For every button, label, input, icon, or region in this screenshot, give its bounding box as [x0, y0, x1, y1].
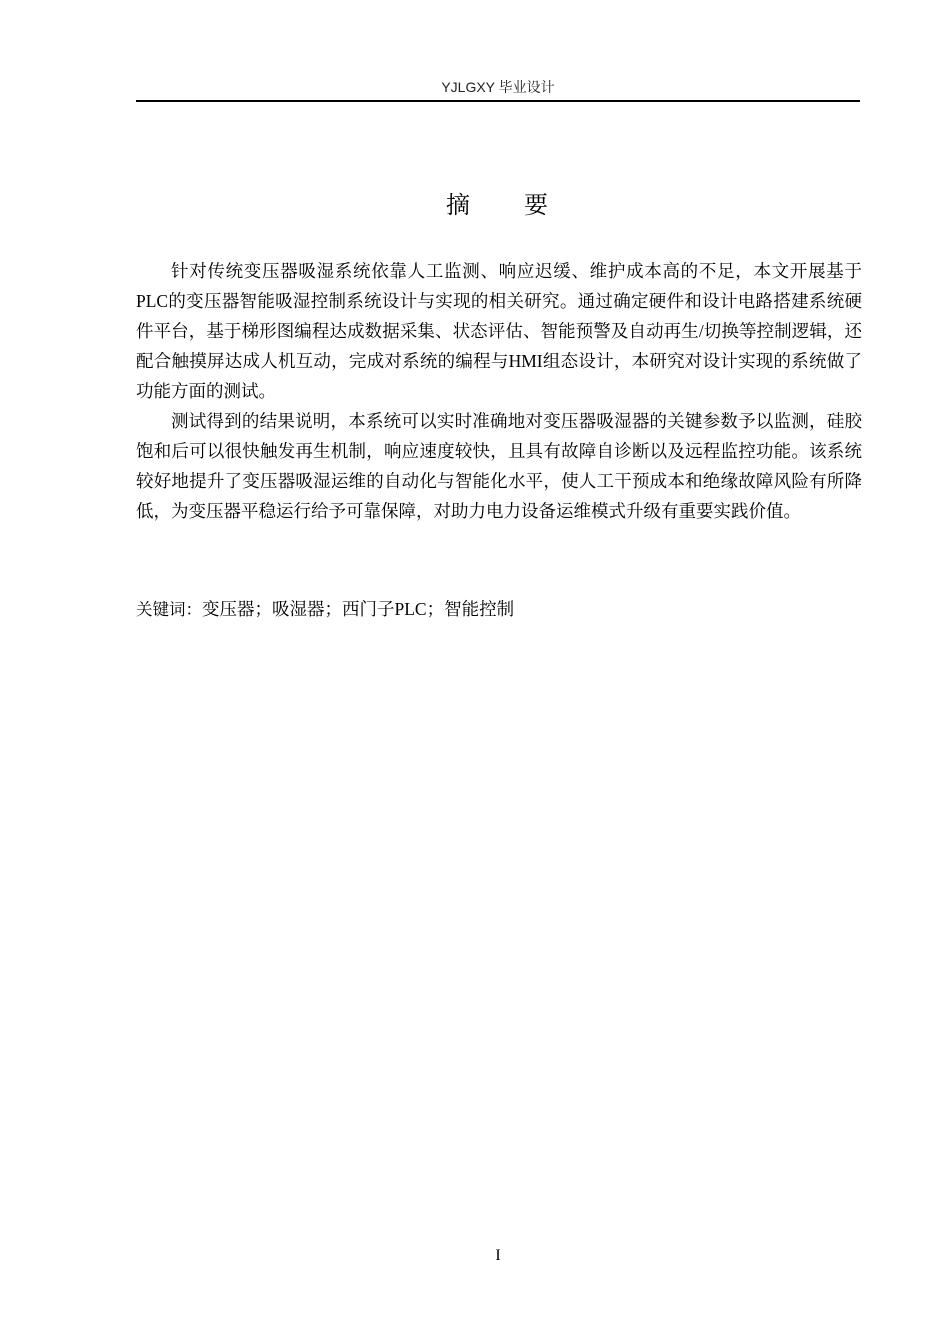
abstract-paragraph-1: 针对传统变压器吸湿系统依靠人工监测、响应迟缓、维护成本高的不足，本文开展基于PLC的变压器智能吸湿控制系统设计与实现的相关研究。通过确定硬件和设计电路搭建系统硬件平台，基于梯形图编程达成数据采集、状态评估、智能预警及自动再生/切换等控制逻辑，还配合触摸屏达成人机互动，完成对系统的编程与HMI组态设计，本研究对设计实现的系统做了功能方面的测试。 — [136, 261, 862, 401]
keywords-value: 变压器；吸湿器；西门子PLC；智能控制 — [202, 599, 515, 619]
abstract-title: 摘 要 — [446, 191, 550, 219]
abstract-body — [136, 256, 862, 526]
page-number: I — [495, 1247, 501, 1264]
keywords-line — [136, 594, 860, 625]
header-divider — [136, 100, 860, 102]
abstract-paragraph-2: 测试得到的结果说明，本系统可以实时准确地对变压器吸湿器的关键参数予以监测，硅胶饱和后可以很快触发再生机制，响应速度较快，且具有故障自诊断以及远程监控功能。该系统较好地提升了变压器吸湿运维的自动化与智能化水平，使人工干预成本和绝缘故障风险有所降低，为变压器平稳运行给予可靠保障，对助力电力设备运维模式升级有重要实践价值。 — [136, 411, 862, 521]
page-header: YJLGXY 毕业设计 — [441, 79, 555, 95]
keywords-label: 关键词： — [136, 600, 202, 619]
